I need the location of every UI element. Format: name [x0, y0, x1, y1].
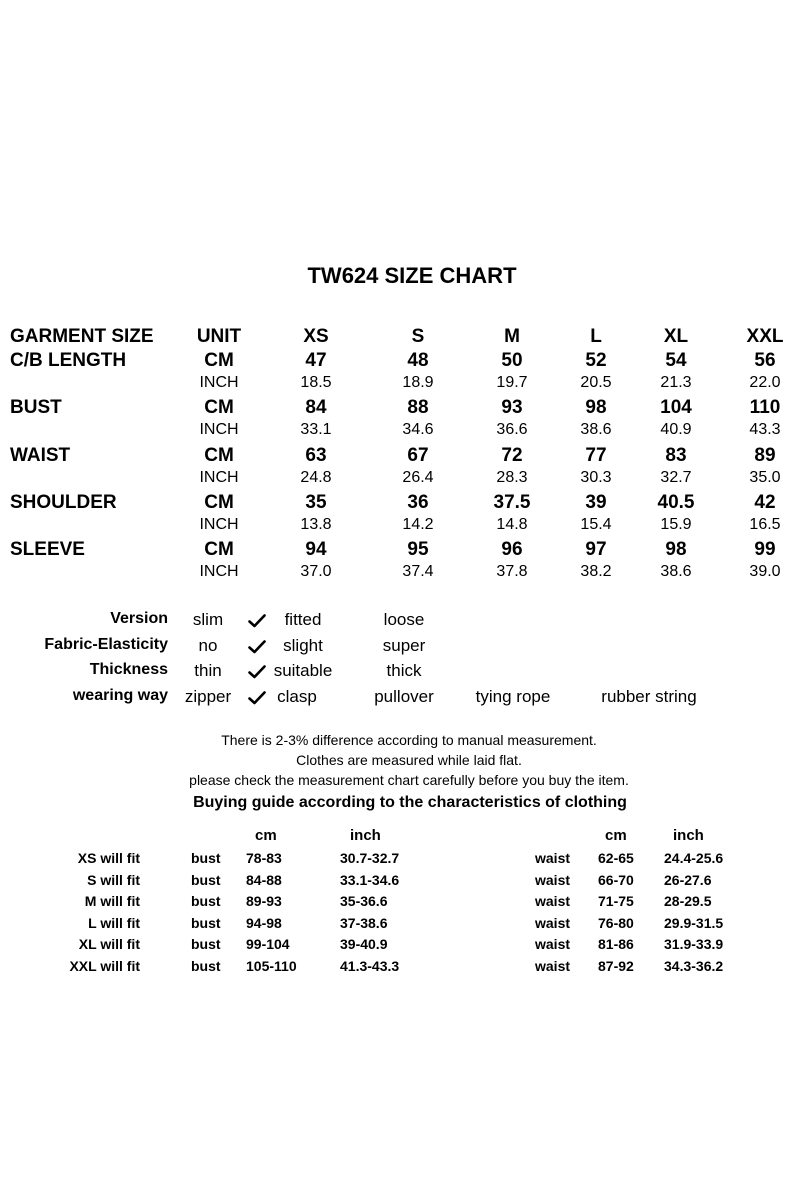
unit-cm: CM [204, 350, 234, 371]
cell-inch: 15.4 [580, 516, 612, 533]
guide-waist-inch: 24.4-25.6 [664, 850, 724, 866]
characteristic-label: Version [110, 610, 168, 627]
guide-bust-cm: 94-98 [246, 915, 282, 931]
guide-bust-inch: 41.3-43.3 [340, 958, 400, 974]
cell-cm: 36 [407, 492, 429, 513]
cell-inch: 39.0 [749, 563, 781, 580]
cell-cm: 98 [585, 397, 607, 418]
row-label-sleeve: SLEEVE [10, 539, 85, 560]
cell-inch: 40.9 [660, 421, 692, 438]
guide-waist-inch: 28-29.5 [664, 893, 712, 909]
unit-inch: INCH [199, 563, 239, 580]
guide-bust-label: bust [191, 893, 221, 909]
guide-bust-label: bust [191, 936, 221, 952]
cell-cm: 50 [501, 350, 523, 371]
cell-inch: 38.6 [580, 421, 612, 438]
unit-inch: INCH [199, 374, 239, 391]
cell-inch: 16.5 [749, 516, 781, 533]
cell-cm: 35 [305, 492, 327, 513]
characteristic-option: thin [194, 661, 222, 680]
cell-inch: 21.3 [660, 374, 692, 391]
cell-cm: 84 [305, 397, 327, 418]
guide-fit-label: XXL will fit [69, 958, 140, 974]
guide-bust-inch: 33.1-34.6 [340, 872, 400, 888]
cell-cm: 42 [754, 492, 776, 513]
guide-waist-label: waist [535, 893, 571, 909]
guide-fit-label: M will fit [84, 893, 140, 909]
guide-waist-cm: 66-70 [598, 872, 634, 888]
characteristic-label: Thickness [89, 661, 168, 678]
buying-guide-title: Buying guide according to the characteristics of clothing [193, 794, 627, 811]
check-icon [248, 691, 266, 705]
characteristic-option: loose [383, 610, 425, 629]
guide-waist-label: waist [535, 936, 571, 952]
guide-bust-cm: 89-93 [246, 893, 282, 909]
cell-cm: 48 [407, 350, 429, 371]
characteristic-option: pullover [374, 687, 434, 706]
cell-cm: 52 [585, 350, 607, 371]
cell-inch: 14.8 [496, 516, 528, 533]
cell-inch: 32.7 [660, 469, 692, 486]
guide-bust-cm: 84-88 [246, 872, 282, 888]
cell-cm: 104 [660, 397, 692, 418]
cell-cm: 94 [305, 539, 327, 560]
characteristic-label: wearing way [72, 687, 168, 704]
header-unit: UNIT [196, 326, 242, 347]
unit-cm: CM [204, 539, 234, 560]
cell-inch: 36.6 [496, 421, 528, 438]
characteristic-option: rubber string [601, 687, 697, 706]
cell-cm: 56 [754, 350, 776, 371]
guide-bust-label: bust [191, 915, 221, 931]
guide-fit-label: S will fit [87, 872, 140, 888]
characteristic-option: fitted [284, 610, 322, 629]
cell-inch: 34.6 [402, 421, 434, 438]
characteristic-option: slight [283, 636, 323, 655]
cell-inch: 35.0 [749, 469, 781, 486]
cell-cm: 95 [407, 539, 429, 560]
cell-cm: 39 [585, 492, 607, 513]
cell-inch: 22.0 [749, 374, 781, 391]
guide-bust-inch: 39-40.9 [340, 936, 388, 952]
cell-inch: 38.6 [660, 563, 692, 580]
guide-waist-cm: 62-65 [598, 850, 634, 866]
cell-cm: 83 [665, 445, 687, 466]
cell-inch: 37.4 [402, 563, 434, 580]
cell-cm: 54 [665, 350, 687, 371]
guide-fit-label: XS will fit [77, 850, 140, 866]
header-size-xxl: XXL [746, 326, 784, 347]
cell-cm: 98 [665, 539, 687, 560]
cell-inch: 14.2 [402, 516, 434, 533]
note-line: Clothes are measured while laid flat. [296, 752, 522, 768]
check-icon [248, 665, 266, 679]
unit-inch: INCH [199, 516, 239, 533]
header-size-xl: XL [663, 326, 689, 347]
page-title: TW624 SIZE CHART [307, 263, 517, 288]
cell-cm: 37.5 [493, 492, 531, 513]
row-label-c-b-length: C/B LENGTH [10, 350, 127, 371]
guide-waist-cm: 71-75 [598, 893, 634, 909]
guide-waist-label: waist [535, 958, 571, 974]
characteristic-option: tying rope [475, 687, 551, 706]
guide-waist-inch: 34.3-36.2 [664, 958, 724, 974]
guide-bust-label: bust [191, 958, 221, 974]
guide-header-cm: cm [255, 827, 277, 844]
cell-cm: 89 [754, 445, 776, 466]
guide-bust-cm: 105-110 [246, 958, 297, 974]
guide-bust-inch: 37-38.6 [340, 915, 388, 931]
row-label-bust: BUST [10, 397, 62, 418]
guide-waist-label: waist [535, 915, 571, 931]
guide-fit-label: L will fit [88, 915, 140, 931]
unit-inch: INCH [199, 469, 239, 486]
note-line: please check the measurement chart carefully before you buy the item. [189, 772, 629, 788]
cell-inch: 20.5 [580, 374, 612, 391]
guide-bust-inch: 30.7-32.7 [340, 850, 400, 866]
cell-inch: 33.1 [300, 421, 332, 438]
characteristic-option: zipper [184, 687, 232, 706]
cell-inch: 37.0 [300, 563, 332, 580]
cell-cm: 77 [585, 445, 607, 466]
cell-cm: 40.5 [657, 492, 695, 513]
cell-inch: 26.4 [402, 469, 434, 486]
row-label-waist: WAIST [10, 445, 71, 466]
guide-fit-label: XL will fit [78, 936, 140, 952]
cell-cm: 93 [501, 397, 523, 418]
guide-bust-cm: 99-104 [246, 936, 290, 952]
cell-inch: 18.5 [300, 374, 332, 391]
cell-cm: 96 [501, 539, 523, 560]
guide-waist-inch: 26-27.6 [664, 872, 712, 888]
characteristic-label: Fabric-Elasticity [44, 636, 168, 653]
cell-inch: 18.9 [402, 374, 434, 391]
cell-inch: 15.9 [660, 516, 692, 533]
header-size-xs: XS [303, 326, 329, 347]
cell-cm: 47 [305, 350, 327, 371]
characteristic-option: thick [386, 661, 422, 680]
unit-cm: CM [204, 397, 234, 418]
header-size-s: S [411, 326, 425, 347]
characteristic-option: slim [192, 610, 224, 629]
check-icon [248, 614, 266, 628]
guide-waist-cm: 76-80 [598, 915, 634, 931]
cell-cm: 72 [501, 445, 523, 466]
cell-cm: 99 [754, 539, 776, 560]
cell-cm: 63 [305, 445, 327, 466]
cell-cm: 67 [407, 445, 429, 466]
guide-waist-label: waist [535, 850, 571, 866]
check-icon [248, 640, 266, 654]
guide-header-cm: cm [605, 827, 627, 844]
cell-inch: 13.8 [300, 516, 332, 533]
guide-bust-label: bust [191, 850, 221, 866]
header-garment-size: GARMENT SIZE [10, 326, 154, 347]
cell-inch: 24.8 [300, 469, 332, 486]
guide-bust-inch: 35-36.6 [340, 893, 388, 909]
cell-inch: 28.3 [496, 469, 528, 486]
cell-cm: 88 [407, 397, 429, 418]
note-line: There is 2-3% difference according to manual measurement. [221, 732, 597, 748]
header-size-m: M [504, 326, 520, 347]
cell-cm: 110 [749, 397, 781, 418]
characteristic-option: super [382, 636, 426, 655]
row-label-shoulder: SHOULDER [10, 492, 117, 513]
characteristic-option: clasp [277, 687, 317, 706]
characteristic-option: no [198, 636, 218, 655]
unit-cm: CM [204, 445, 234, 466]
cell-inch: 30.3 [580, 469, 612, 486]
guide-header-inch: inch [673, 827, 704, 844]
guide-waist-inch: 29.9-31.5 [664, 915, 724, 931]
unit-inch: INCH [199, 421, 239, 438]
guide-waist-label: waist [535, 872, 571, 888]
cell-inch: 19.7 [496, 374, 528, 391]
cell-inch: 38.2 [580, 563, 612, 580]
cell-cm: 97 [585, 539, 607, 560]
guide-waist-cm: 81-86 [598, 936, 634, 952]
guide-waist-inch: 31.9-33.9 [664, 936, 724, 952]
guide-waist-cm: 87-92 [598, 958, 634, 974]
guide-bust-label: bust [191, 872, 221, 888]
header-size-l: L [590, 326, 602, 347]
cell-inch: 43.3 [749, 421, 781, 438]
guide-header-inch: inch [350, 827, 381, 844]
characteristic-option: suitable [273, 661, 333, 680]
guide-bust-cm: 78-83 [246, 850, 282, 866]
cell-inch: 37.8 [496, 563, 528, 580]
unit-cm: CM [204, 492, 234, 513]
